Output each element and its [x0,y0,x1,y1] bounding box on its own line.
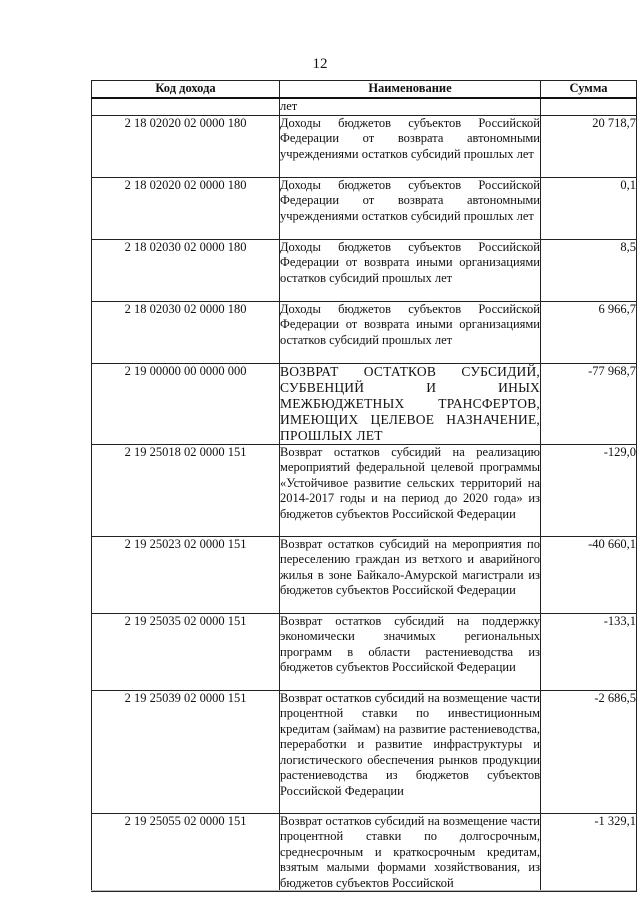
row-code: 2 19 25035 02 0000 151 [92,613,280,690]
row-name: Доходы бюджетов субъектов Российской Федерации от возврата иными организациями остатков субсидий прошлых лет [280,239,541,301]
row-name: Возврат остатков субсидий на реализацию мероприятий федеральной целевой программы «Устойчивое развитие сельских территорий на 2014-2017 годы и на период до 2020 года» из бюджетов субъектов Российской Федерации [280,444,541,536]
table-row [92,613,637,690]
row-name: Доходы бюджетов субъектов Российской Федерации от возврата автономными учреждениями остатков субсидий прошлых лет [280,115,541,177]
row-code: 2 19 25055 02 0000 151 [92,813,280,892]
row-sum: 6 966,7 [541,301,637,363]
table-row [92,813,637,892]
row-name: Доходы бюджетов субъектов Российской Федерации от возврата автономными учреждениями остатков субсидий прошлых лет [280,177,541,239]
row-code: 2 18 02020 02 0000 180 [92,115,280,177]
table-row [92,536,637,613]
header-name: Наименование [280,81,541,99]
row-sum: 20 718,7 [541,115,637,177]
row-code: 2 19 25039 02 0000 151 [92,690,280,813]
table-row [92,690,637,813]
row-sum: -77 968,7 [541,363,637,444]
row-sum: 8,5 [541,239,637,301]
table-row [92,98,637,115]
row-name: Возврат остатков субсидий на возмещение части процентной ставки по инвестиционным кредитам (займам) на развитие растениеводства, переработки и развитие инфраструктуры и логистического обеспечения рынков продукции растениеводства из бюджетов субъектов Российской Федерации [280,690,541,813]
table-row [92,115,637,177]
row-name: Возврат остатков субсидий на возмещение части процентной ставки по долгосрочным, среднесрочным и краткосрочным кредитам, взятым малыми формами хозяйствования, из бюджетов субъектов Российской [280,813,540,890]
row-code: 2 19 25023 02 0000 151 [92,536,280,613]
row-name: лет [280,98,541,115]
table-header-row [92,81,637,99]
row-code: 2 18 02020 02 0000 180 [92,177,280,239]
page-number: 12 [312,56,328,72]
table-row [92,177,637,239]
page-bottom-rule [91,890,636,891]
table-row [92,239,637,301]
table-row [92,444,637,536]
table-row [92,301,637,363]
revenue-table [91,80,637,892]
row-code: 2 18 02030 02 0000 180 [92,239,280,301]
row-name: ВОЗВРАТ ОСТАТКОВ СУБСИДИЙ, СУБВЕНЦИЙ И ИНЫХ МЕЖБЮДЖЕТНЫХ ТРАНСФЕРТОВ, ИМЕЮЩИХ ЦЕЛЕВОЕ НАЗНАЧЕНИЕ, ПРОШЛЫХ ЛЕТ [280,363,540,443]
row-sum: -1 329,1 [541,813,637,892]
row-name: Доходы бюджетов субъектов Российской Федерации от возврата иными организациями остатков субсидий прошлых лет [280,301,541,363]
row-code: 2 19 00000 00 0000 000 [92,363,280,444]
row-code [92,98,280,115]
row-sum: -40 660,1 [541,536,637,613]
header-code: Код дохода [92,81,280,99]
table-row [92,363,637,444]
row-code: 2 19 25018 02 0000 151 [92,444,280,536]
row-sum: -133,1 [541,613,637,690]
row-sum: -2 686,5 [541,690,637,813]
row-code: 2 18 02030 02 0000 180 [92,301,280,363]
row-name: Возврат остатков субсидий на мероприятия по переселению граждан из ветхого и аварийного жилья в зоне Байкало-Амурской магистрали из бюджетов субъектов Российской Федерации [280,536,541,613]
row-sum [541,98,637,115]
row-name: Возврат остатков субсидий на поддержку экономически значимых региональных программ в области растениеводства из бюджетов субъектов Российской Федерации [280,613,541,690]
row-sum: -129,0 [541,444,637,536]
row-sum: 0,1 [541,177,637,239]
header-sum: Сумма [541,81,637,99]
